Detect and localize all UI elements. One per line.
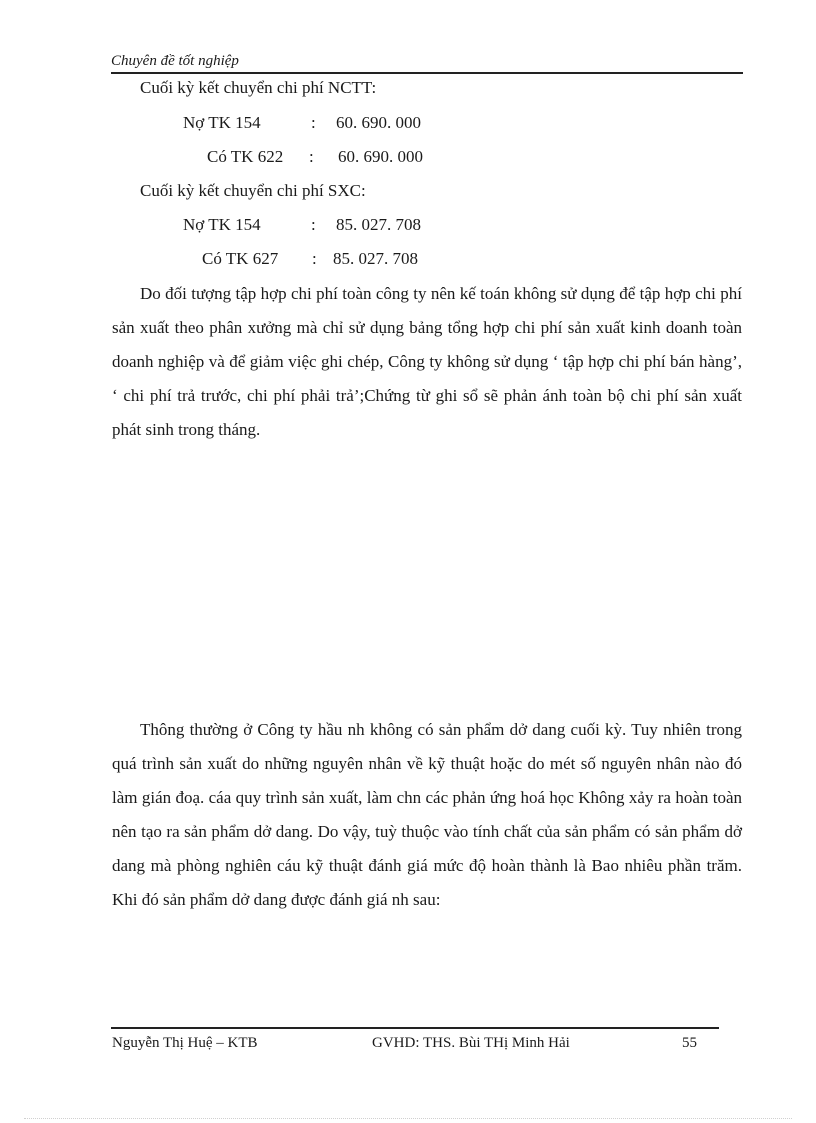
sxc-debit-label: Nợ TK 154 [183,215,261,234]
page-bottom-border [24,1118,792,1119]
footer-page-number: 55 [682,1035,697,1051]
nctt-credit-label: Có TK 622 [207,147,284,166]
paragraph-2: Thông thường ở Công ty hầu nh không có sản phẩm dở dang cuối kỳ. Tuy nhiên trong quá trình sản xuất do những nguyên nhân về kỹ thuật hoặc do mét số nguyên nhân nào đó làm gián đoạ. cáa quy trình sản xuất, làm chn các phản ứng hoá học Không xảy ra hoàn toàn nên tạo ra sản phẩm dở dang. Do vậy, tuỳ thuộc vào tính chất của sản phẩm có sản phẩm dở dang mà phòng nghiên cáu kỹ thuật đánh giá mức độ hoàn thành là Bao nhiêu phần trăm. Khi đó sản phẩm dở dang được đánh giá nh sau: [112,720,742,909]
nctt-credit-value: 60. 690. 000 [338,147,423,166]
paragraph-1: Do đối tượng tập hợp chi phí toàn công ty nên kế toán không sử dụng để tập hợp chi phí sản xuất theo phân xưởng mà chỉ sử dụng bảng tổng hợp chi phí sản xuất kinh doanh toàn doanh nghiệp và để giảm việc ghi chép, Công ty không sử dụng ‘ tập hợp chi phí bán hàng’, ‘ chi phí trả trước, chi phí phải trả’;Chứng từ ghi sổ sẽ phản ánh toàn bộ chi phí sản xuất phát sinh trong tháng. [112,284,742,439]
header-title: Chuyên đề tốt nghiệp [111,53,239,69]
sxc-credit-label: Có TK 627 [202,249,279,268]
footer-rule [111,1027,719,1029]
sxc-heading: Cuối kỳ kết chuyển chi phí SXC: [140,181,366,200]
sxc-credit-value: 85. 027. 708 [333,249,418,268]
nctt-heading: Cuối kỳ kết chuyển chi phí NCTT: [140,78,377,97]
sxc-debit-sep: : [311,215,316,234]
nctt-credit-sep: : [309,147,314,166]
footer-advisor: GVHD: THS. Bùi THị Minh Hải [372,1035,570,1051]
nctt-debit-label: Nợ TK 154 [183,113,261,132]
footer-author: Nguyễn Thị Huệ – KTB [112,1035,258,1051]
nctt-debit-value: 60. 690. 000 [336,113,421,132]
nctt-debit-sep: : [311,113,316,132]
sxc-debit-value: 85. 027. 708 [336,215,421,234]
header-rule [111,72,743,74]
sxc-credit-sep: : [312,249,317,268]
